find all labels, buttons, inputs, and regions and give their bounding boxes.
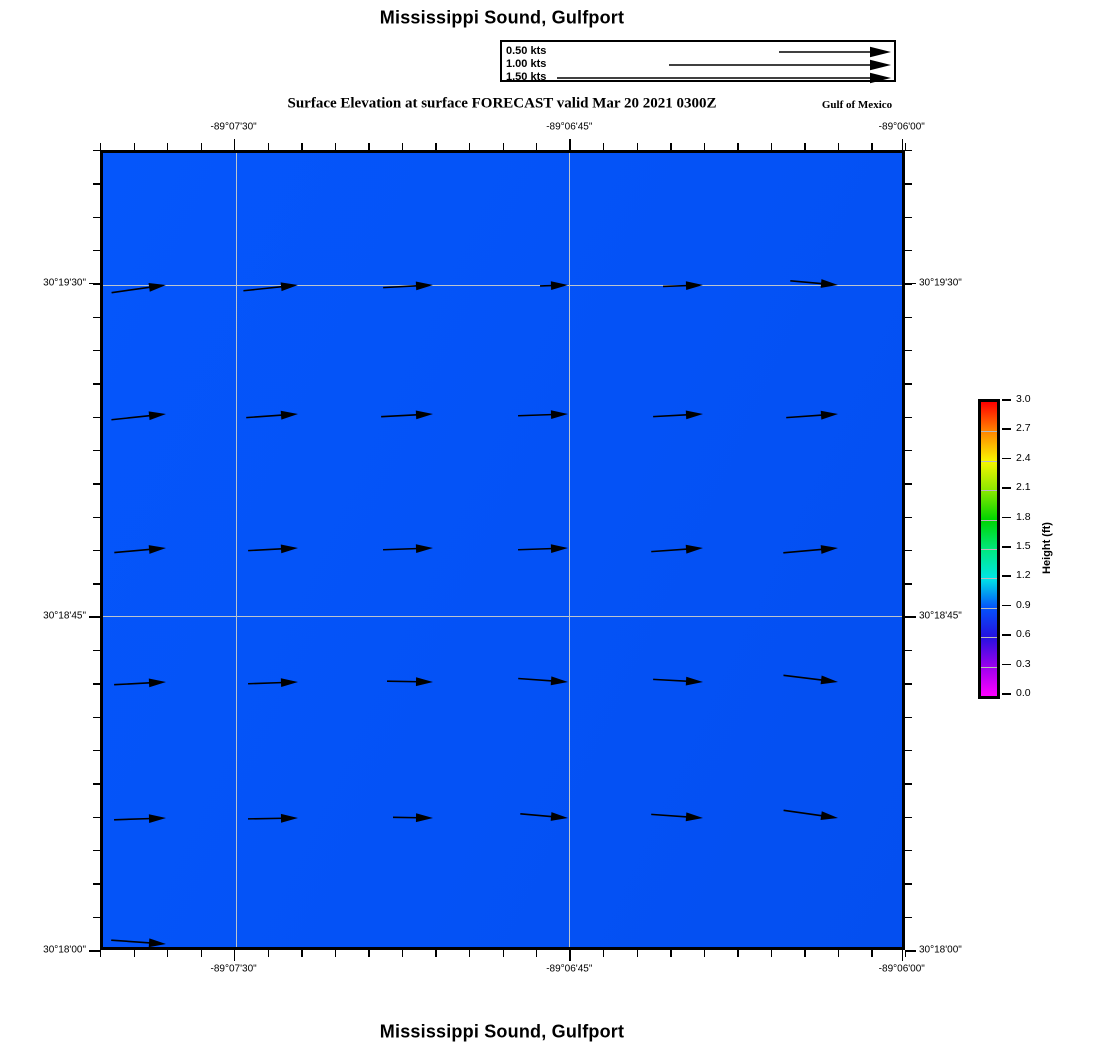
x-minor-tick (100, 143, 101, 150)
colorbar-tick (1002, 458, 1011, 460)
x-minor-tick (134, 143, 135, 150)
x-minor-tick (268, 143, 269, 150)
colorbar-tick (1002, 634, 1011, 636)
y-minor-tick (905, 183, 912, 184)
y-minor-tick (93, 550, 100, 551)
colorbar-gridline (981, 667, 997, 668)
colorbar-tick (1002, 693, 1011, 695)
y-minor-tick (93, 217, 100, 218)
speed-scale-legend (500, 40, 896, 82)
x-minor-tick (536, 950, 537, 957)
x-minor-tick (704, 950, 705, 957)
footer-title: Mississippi Sound, Gulfport (379, 1021, 625, 1042)
y-minor-tick (93, 850, 100, 851)
y-minor-tick (93, 817, 100, 818)
colorbar-gridline (981, 461, 997, 462)
x-major-tick (569, 139, 571, 150)
y-minor-tick (905, 550, 912, 551)
y-minor-tick (905, 683, 912, 684)
latitude-label-left: 30°18'45" (43, 610, 86, 622)
x-minor-tick (737, 950, 738, 957)
x-minor-tick (201, 143, 202, 150)
x-minor-tick (402, 950, 403, 957)
current-vector-arrow (663, 279, 703, 292)
x-minor-tick (704, 143, 705, 150)
y-minor-tick (905, 250, 912, 251)
page-title: Mississippi Sound, Gulfport (379, 7, 625, 28)
x-minor-tick (771, 950, 772, 957)
parallel-gridline (103, 285, 902, 287)
x-minor-tick (435, 950, 436, 957)
y-minor-tick (93, 917, 100, 918)
x-minor-tick (838, 143, 839, 150)
x-minor-tick (804, 143, 805, 150)
y-minor-tick (93, 883, 100, 884)
current-vector-arrow (520, 808, 569, 824)
x-minor-tick (603, 143, 604, 150)
x-minor-tick (301, 143, 302, 150)
y-minor-tick (905, 583, 912, 584)
colorbar-tick (1002, 517, 1011, 519)
legend-speed-arrow (779, 46, 891, 58)
colorbar-tick (1002, 605, 1011, 607)
x-minor-tick (435, 143, 436, 150)
current-vector-arrow (248, 676, 298, 690)
colorbar-tick-label: 2.4 (1016, 451, 1031, 464)
colorbar-tick (1002, 546, 1011, 548)
x-minor-tick (905, 143, 906, 150)
x-minor-tick (469, 143, 470, 150)
x-minor-tick (536, 143, 537, 150)
current-vector-arrow (114, 542, 167, 558)
current-vector-arrow (651, 808, 704, 824)
current-vector-arrow (114, 676, 167, 691)
x-minor-tick (737, 143, 738, 150)
y-major-tick (905, 950, 916, 952)
current-vector-arrow (518, 408, 568, 422)
colorbar-gridline (981, 637, 997, 638)
colorbar-gridline (981, 549, 997, 550)
x-minor-tick (134, 950, 135, 957)
x-minor-tick (670, 143, 671, 150)
y-minor-tick (93, 750, 100, 751)
current-vector-arrow (387, 675, 433, 688)
legend-row: 1.50 kts (506, 71, 547, 83)
x-minor-tick (167, 950, 168, 957)
colorbar-gridline (981, 608, 997, 609)
x-major-tick (569, 950, 571, 961)
current-vector-arrow (114, 812, 166, 826)
colorbar-tick-label: 2.7 (1016, 422, 1031, 435)
x-minor-tick (804, 950, 805, 957)
x-minor-tick (637, 143, 638, 150)
y-major-tick (89, 283, 100, 285)
x-major-tick (902, 950, 904, 961)
colorbar-tick (1002, 399, 1011, 401)
y-minor-tick (93, 150, 100, 151)
longitude-label-bottom: -89°07'30" (210, 963, 257, 975)
y-minor-tick (905, 717, 912, 718)
colorbar-gridline (981, 520, 997, 521)
x-minor-tick (469, 950, 470, 957)
y-minor-tick (93, 650, 100, 651)
current-vector-arrow (243, 279, 299, 297)
y-minor-tick (905, 850, 912, 851)
y-minor-tick (905, 317, 912, 318)
colorbar-tick-label: 1.2 (1016, 569, 1031, 582)
latitude-label-right: 30°18'45" (919, 610, 962, 622)
current-vector-arrow (783, 804, 839, 824)
colorbar-tick-label: 0.6 (1016, 628, 1031, 641)
y-minor-tick (905, 150, 912, 151)
colorbar-title: Height (ft) (1041, 522, 1053, 574)
current-vector-arrow (518, 542, 568, 556)
current-vector-arrow (381, 408, 434, 423)
region-label: Gulf of Mexico (821, 99, 893, 111)
x-minor-tick (670, 950, 671, 957)
colorbar-tick (1002, 664, 1011, 666)
longitude-label-top: -89°06'00" (878, 121, 925, 133)
x-minor-tick (167, 143, 168, 150)
colorbar-tick-label: 1.8 (1016, 510, 1031, 523)
colorbar-tick (1002, 428, 1011, 430)
current-vector-arrow (783, 153, 839, 155)
current-vector-arrow (111, 934, 167, 947)
y-minor-tick (93, 583, 100, 584)
legend-row: 0.50 kts (506, 45, 547, 57)
y-minor-tick (93, 450, 100, 451)
parallel-gridline (103, 616, 902, 618)
y-minor-tick (905, 650, 912, 651)
colorbar-tick (1002, 575, 1011, 577)
y-minor-tick (905, 383, 912, 384)
current-vector-arrow (651, 542, 704, 558)
y-minor-tick (93, 717, 100, 718)
x-minor-tick (301, 950, 302, 957)
y-minor-tick (93, 350, 100, 351)
x-minor-tick (402, 143, 403, 150)
latitude-label-right: 30°18'00" (919, 944, 962, 956)
colorbar-gridline (981, 490, 997, 491)
current-vector-arrow (518, 672, 569, 687)
map-plot-frame (100, 150, 905, 950)
legend-row: 1.00 kts (506, 58, 547, 70)
x-minor-tick (335, 143, 336, 150)
legend-speed-arrow (557, 72, 891, 84)
meridian-gridline (569, 153, 571, 947)
y-major-tick (89, 950, 100, 952)
y-minor-tick (93, 417, 100, 418)
colorbar-gridline (981, 431, 997, 432)
current-vector-arrow (790, 275, 839, 291)
current-vector-arrow (383, 542, 433, 556)
current-vector-arrow (653, 673, 704, 688)
x-minor-tick (100, 950, 101, 957)
x-major-tick (902, 139, 904, 150)
longitude-label-top: -89°07'30" (210, 121, 257, 133)
x-minor-tick (871, 143, 872, 150)
meridian-gridline (236, 153, 238, 947)
y-minor-tick (93, 317, 100, 318)
colorbar (978, 399, 1000, 699)
x-minor-tick (503, 950, 504, 957)
current-vector-arrow (393, 811, 433, 824)
colorbar-tick-label: 0.3 (1016, 657, 1031, 670)
current-vector-arrow (783, 542, 839, 559)
colorbar-tick-label: 1.5 (1016, 540, 1031, 552)
x-major-tick (234, 139, 236, 150)
x-minor-tick (838, 950, 839, 957)
x-minor-tick (368, 143, 369, 150)
y-minor-tick (905, 917, 912, 918)
forecast-subtitle: Surface Elevation at surface FORECAST valid Mar 20 2021 0300Z (287, 95, 717, 112)
latitude-label-right: 30°19'30" (919, 277, 962, 289)
colorbar-tick-label: 0.9 (1016, 598, 1031, 611)
longitude-label-top: -89°06'45" (546, 121, 593, 133)
colorbar-tick-label: 3.0 (1016, 393, 1031, 405)
current-vector-arrow (248, 542, 299, 557)
y-minor-tick (93, 683, 100, 684)
x-minor-tick (503, 143, 504, 150)
y-minor-tick (905, 783, 912, 784)
y-minor-tick (93, 517, 100, 518)
y-minor-tick (905, 217, 912, 218)
x-minor-tick (368, 950, 369, 957)
y-minor-tick (905, 483, 912, 484)
x-minor-tick (201, 950, 202, 957)
x-minor-tick (603, 950, 604, 957)
latitude-label-left: 30°19'30" (43, 277, 86, 289)
legend-speed-arrow (669, 59, 891, 71)
x-minor-tick (268, 950, 269, 957)
y-minor-tick (905, 817, 912, 818)
colorbar-tick-label: 2.1 (1016, 481, 1031, 494)
y-minor-tick (93, 183, 100, 184)
map-surface (103, 153, 902, 947)
current-vector-arrow (246, 408, 299, 424)
current-vector-arrow (248, 812, 298, 825)
y-minor-tick (93, 483, 100, 484)
x-minor-tick (871, 950, 872, 957)
y-major-tick (905, 616, 916, 618)
current-vector-arrow (111, 408, 167, 426)
x-minor-tick (771, 143, 772, 150)
y-minor-tick (93, 250, 100, 251)
longitude-label-bottom: -89°06'45" (546, 963, 593, 975)
colorbar-tick-label: 0.0 (1016, 687, 1031, 699)
current-vector-arrow (383, 279, 434, 294)
y-minor-tick (905, 350, 912, 351)
colorbar-gridline (981, 578, 997, 579)
y-minor-tick (905, 750, 912, 751)
y-minor-tick (905, 417, 912, 418)
colorbar-gradient (981, 402, 997, 696)
current-vector-arrow (540, 279, 568, 292)
y-minor-tick (905, 450, 912, 451)
current-vector-arrow (653, 408, 704, 423)
current-vector-arrow (111, 279, 167, 299)
current-vector-arrow (786, 408, 839, 424)
y-major-tick (89, 616, 100, 618)
y-minor-tick (905, 883, 912, 884)
x-major-tick (234, 950, 236, 961)
x-minor-tick (637, 950, 638, 957)
y-major-tick (905, 283, 916, 285)
y-minor-tick (905, 517, 912, 518)
colorbar-tick (1002, 487, 1011, 489)
current-vector-arrow (783, 669, 839, 688)
longitude-label-bottom: -89°06'00" (878, 963, 925, 975)
y-minor-tick (93, 383, 100, 384)
latitude-label-left: 30°18'00" (43, 944, 86, 956)
x-minor-tick (335, 950, 336, 957)
y-minor-tick (93, 783, 100, 784)
